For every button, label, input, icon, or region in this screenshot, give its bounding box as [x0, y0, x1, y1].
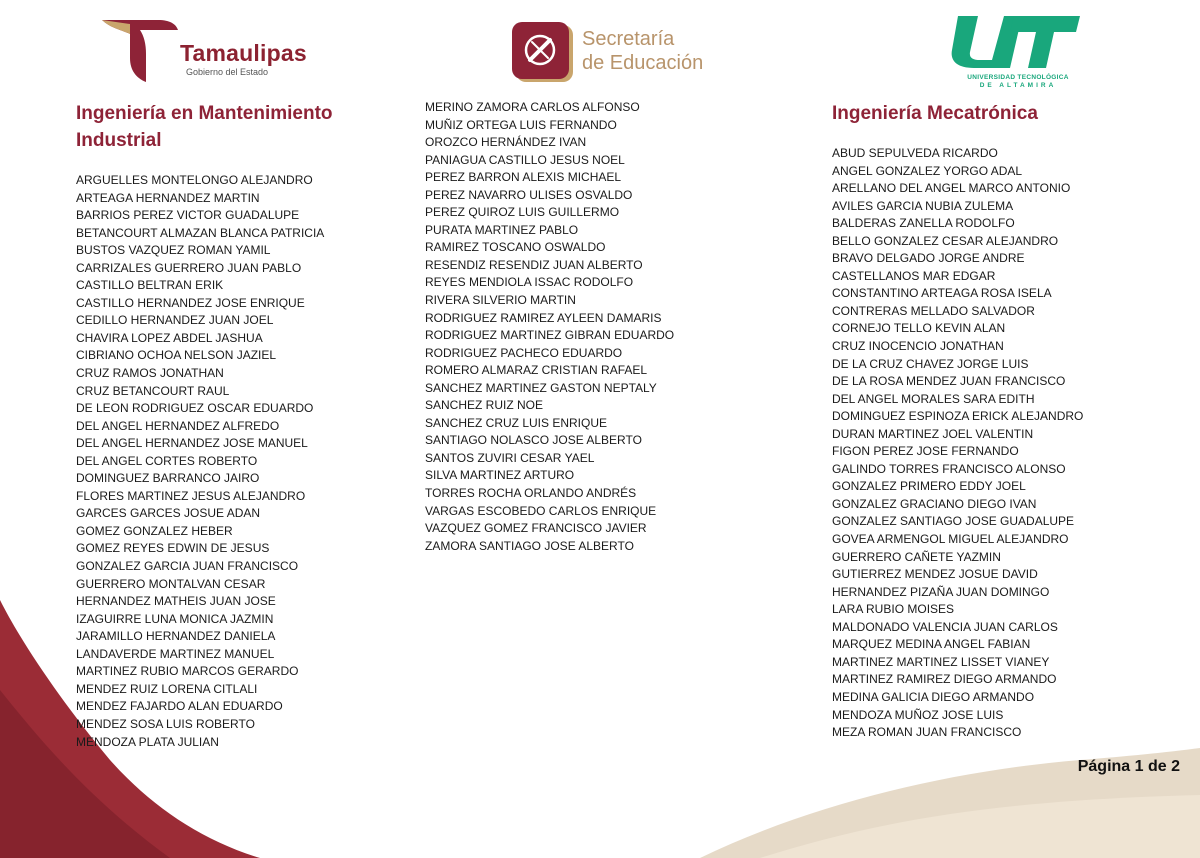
list-item: GUERRERO CAÑETE YAZMIN: [832, 549, 1001, 564]
ut-altamira-logo: [948, 12, 1084, 92]
list-item: CIBRIANO OCHOA NELSON JAZIEL: [76, 348, 277, 363]
list-item: MEDINA GALICIA DIEGO ARMANDO: [832, 689, 1035, 704]
list-item: SILVA MARTINEZ ARTURO: [425, 468, 575, 483]
tamaulipas-emblem-icon: [100, 14, 180, 86]
list-item: CASTILLO HERNANDEZ JOSE ENRIQUE: [76, 295, 305, 310]
list-item: DEL ANGEL HERNANDEZ JOSE MANUEL: [76, 436, 308, 451]
list-item: JARAMILLO HERNANDEZ DANIELA: [76, 629, 276, 644]
list-item: CASTELLANOS MAR EDGAR: [832, 268, 996, 283]
list-item: DEL ANGEL MORALES SARA EDITH: [832, 391, 1035, 406]
list-item: DURAN MARTINEZ JOEL VALENTIN: [832, 426, 1034, 441]
list-item: GARCES GARCES JOSUE ADAN: [76, 506, 261, 521]
list-item: AVILES GARCIA NUBIA ZULEMA: [832, 198, 1014, 213]
list-item: MENDEZ SOSA LUIS ROBERTO: [76, 716, 255, 731]
list-item: GOMEZ GONZALEZ HEBER: [76, 523, 233, 538]
list-item: MENDEZ FAJARDO ALAN EDUARDO: [76, 699, 283, 714]
list-item: ARGUELLES MONTELONGO ALEJANDRO: [76, 173, 313, 187]
list-item: REYES MENDIOLA ISSAC RODOLFO: [425, 275, 634, 290]
secretaria-line2: de Educación: [582, 52, 704, 74]
list-item: HERNANDEZ MATHEIS JUAN JOSE: [76, 594, 276, 609]
list-item: PEREZ NAVARRO ULISES OSVALDO: [425, 187, 633, 202]
names-list-mecatronica: [832, 145, 1083, 742]
list-item: MERINO ZAMORA CARLOS ALFONSO: [425, 100, 640, 114]
list-item: SANTIAGO NOLASCO JOSE ALBERTO: [425, 433, 642, 448]
tamaulipas-logo: [100, 14, 320, 86]
list-item: DOMINGUEZ BARRANCO JAIRO: [76, 471, 260, 486]
list-item: GOVEA ARMENGOL MIGUEL ALEJANDRO: [832, 532, 1069, 547]
list-item: MARQUEZ MEDINA ANGEL FABIAN: [832, 637, 1031, 652]
list-item: MENDOZA PLATA JULIAN: [76, 734, 219, 749]
tamaulipas-subtitle: Gobierno del Estado: [186, 67, 269, 77]
list-item: ARTEAGA HERNANDEZ MARTIN: [76, 190, 260, 205]
list-item: CHAVIRA LOPEZ ABDEL JASHUA: [76, 330, 263, 345]
education-badge-icon: [512, 22, 569, 79]
list-item: CRUZ BETANCOURT RAUL: [76, 383, 230, 398]
list-item: BARRIOS PEREZ VICTOR GUADALUPE: [76, 208, 300, 223]
list-item: ROMERO ALMARAZ CRISTIAN RAFAEL: [425, 363, 648, 378]
list-item: GALINDO TORRES FRANCISCO ALONSO: [832, 461, 1066, 476]
list-item: OROZCO HERNÁNDEZ IVAN: [425, 135, 587, 150]
list-item: MENDEZ RUIZ LORENA CITLALI: [76, 681, 258, 696]
list-item: CARRIZALES GUERRERO JUAN PABLO: [76, 260, 302, 275]
list-item: GUERRERO MONTALVAN CESAR: [76, 576, 266, 591]
secretaria-line1: Secretaría: [582, 28, 675, 50]
list-item: RODRIGUEZ PACHECO EDUARDO: [425, 345, 623, 360]
list-item: LANDAVERDE MARTINEZ MANUEL: [76, 646, 275, 661]
list-item: VAZQUEZ GOMEZ FRANCISCO JAVIER: [425, 521, 647, 536]
section-title-mecatronica: Ingeniería Mecatrónica: [832, 103, 1038, 124]
list-item: PANIAGUA CASTILLO JESUS NOEL: [425, 152, 625, 167]
list-item: PEREZ BARRON ALEXIS MICHAEL: [425, 170, 622, 185]
names-list-mantenimiento: [76, 172, 324, 751]
list-item: SANCHEZ RUIZ NOE: [425, 398, 544, 413]
section-title-mantenimiento: Ingeniería en Mantenimiento Industrial: [76, 103, 333, 151]
list-item: PURATA MARTINEZ PABLO: [425, 222, 579, 237]
list-item: ABUD SEPULVEDA RICARDO: [832, 146, 998, 160]
list-item: LARA RUBIO MOISES: [832, 602, 955, 617]
list-item: MARTINEZ RUBIO MARCOS GERARDO: [76, 664, 299, 679]
list-item: SANTOS ZUVIRI CESAR YAEL: [425, 450, 595, 465]
list-item: BALDERAS ZANELLA RODOLFO: [832, 216, 1015, 231]
list-item: RODRIGUEZ RAMIREZ AYLEEN DAMARIS: [425, 310, 662, 325]
list-item: CRUZ RAMOS JONATHAN: [76, 366, 224, 381]
names-list-continuation: [425, 99, 674, 555]
svg-text:UT: UT: [948, 12, 950, 13]
list-item: GOMEZ REYES EDWIN DE JESUS: [76, 541, 270, 556]
list-item: RESENDIZ RESENDIZ JUAN ALBERTO: [425, 257, 643, 272]
ut-monogram-icon: [948, 12, 1084, 74]
list-item: GONZALEZ GARCIA JUAN FRANCISCO: [76, 559, 299, 574]
list-item: BUSTOS VAZQUEZ ROMAN YAMIL: [76, 243, 271, 258]
list-item: MUÑIZ ORTEGA LUIS FERNANDO: [425, 117, 617, 132]
list-item: DEL ANGEL HERNANDEZ ALFREDO: [76, 418, 280, 433]
list-item: ARELLANO DEL ANGEL MARCO ANTONIO: [832, 181, 1071, 196]
list-item: CRUZ INOCENCIO JONATHAN: [832, 339, 1004, 354]
list-item: CONSTANTINO ARTEAGA ROSA ISELA: [832, 286, 1052, 301]
page-number: Página 1 de 2: [1077, 758, 1180, 775]
list-item: DE LA CRUZ CHAVEZ JORGE LUIS: [832, 356, 1029, 371]
list-item: FIGON PEREZ JOSE FERNANDO: [832, 444, 1019, 459]
list-item: BELLO GONZALEZ CESAR ALEJANDRO: [832, 233, 1059, 248]
list-item: GONZALEZ PRIMERO EDDY JOEL: [832, 479, 1026, 494]
list-item: SANCHEZ CRUZ LUIS ENRIQUE: [425, 415, 608, 430]
list-item: BETANCOURT ALMAZAN BLANCA PATRICIA: [76, 225, 325, 240]
list-item: DE LA ROSA MENDEZ JUAN FRANCISCO: [832, 374, 1066, 389]
list-item: PEREZ QUIROZ LUIS GUILLERMO: [425, 205, 620, 220]
tamaulipas-name: Tamaulipas: [180, 40, 307, 66]
secretaria-educacion-logo: [512, 22, 732, 82]
list-item: IZAGUIRRE LUNA MONICA JAZMIN: [76, 611, 274, 626]
list-item: MARTINEZ RAMIREZ DIEGO ARMANDO: [832, 672, 1057, 687]
list-item: MARTINEZ MARTINEZ LISSET VIANEY: [832, 654, 1050, 669]
list-item: DE LEON RODRIGUEZ OSCAR EDUARDO: [76, 401, 314, 416]
list-item: MALDONADO VALENCIA JUAN CARLOS: [832, 619, 1058, 634]
list-item: VARGAS ESCOBEDO CARLOS ENRIQUE: [425, 503, 657, 518]
list-item: TORRES ROCHA ORLANDO ANDRÉS: [425, 486, 637, 501]
list-item: DOMINGUEZ ESPINOZA ERICK ALEJANDRO: [832, 409, 1084, 424]
list-item: GONZALEZ SANTIAGO JOSE GUADALUPE: [832, 514, 1075, 529]
list-item: DEL ANGEL CORTES ROBERTO: [76, 453, 258, 468]
list-item: GUTIERREZ MENDEZ JOSUE DAVID: [832, 567, 1038, 582]
list-item: SANCHEZ MARTINEZ GASTON NEPTALY: [425, 380, 657, 395]
list-item: CORNEJO TELLO KEVIN ALAN: [832, 321, 1006, 336]
list-item: RIVERA SILVERIO MARTIN: [425, 293, 576, 308]
ut-name-line2: DE ALTAMIRA: [979, 82, 1057, 89]
list-item: MENDOZA MUÑOZ JOSE LUIS: [832, 707, 1004, 722]
list-item: GONZALEZ GRACIANO DIEGO IVAN: [832, 496, 1037, 511]
list-item: HERNANDEZ PIZAÑA JUAN DOMINGO: [832, 584, 1050, 599]
list-item: MEZA ROMAN JUAN FRANCISCO: [832, 725, 1022, 740]
list-item: CONTRERAS MELLADO SALVADOR: [832, 303, 1035, 318]
list-item: BRAVO DELGADO JORGE ANDRE: [832, 251, 1025, 266]
list-item: FLORES MARTINEZ JESUS ALEJANDRO: [76, 488, 306, 503]
list-item: ANGEL GONZALEZ YORGO ADAL: [832, 163, 1023, 178]
list-item: CEDILLO HERNANDEZ JUAN JOEL: [76, 313, 274, 328]
list-item: RAMIREZ TOSCANO OSWALDO: [425, 240, 606, 255]
list-item: CASTILLO BELTRAN ERIK: [76, 278, 224, 293]
list-item: ZAMORA SANTIAGO JOSE ALBERTO: [425, 538, 634, 553]
ut-name-line1: UNIVERSIDAD TECNOLÓGICA: [967, 74, 1069, 81]
list-item: RODRIGUEZ MARTINEZ GIBRAN EDUARDO: [425, 328, 675, 343]
